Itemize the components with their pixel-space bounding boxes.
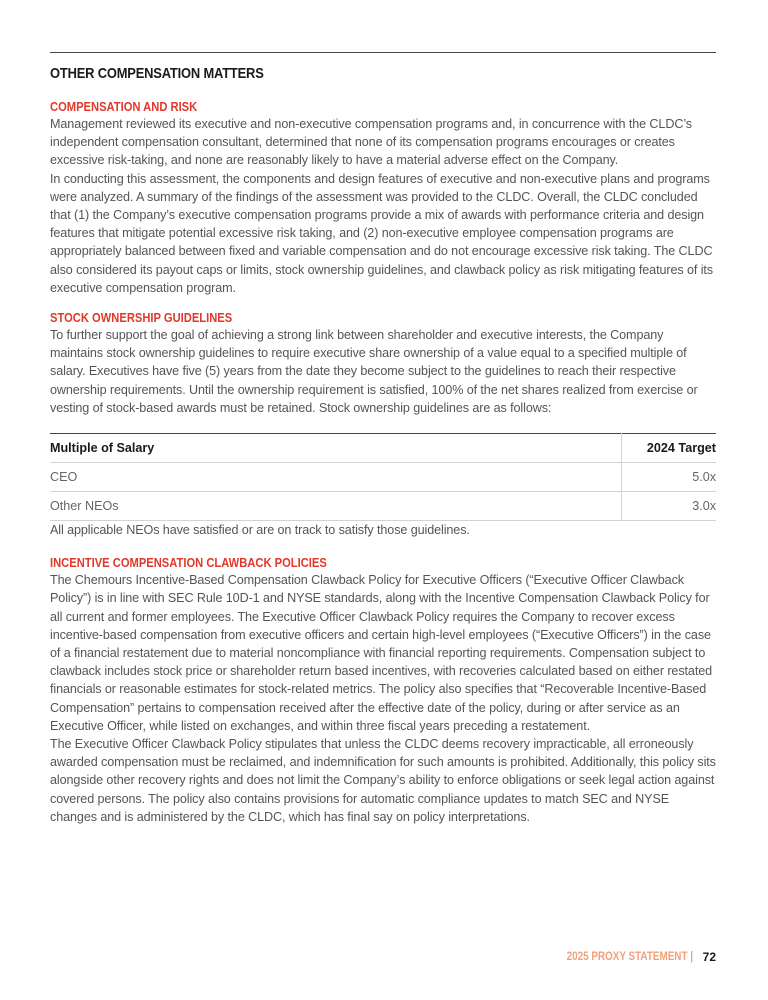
page-content xyxy=(50,52,716,826)
ownership-guidelines-table xyxy=(50,433,716,521)
compensation-risk-paragraph-2: In conducting this assessment, the components and design features of executive and non-executive plans and programs were analyzed. A summary of the findings of the assessment was provided to the CLDC. Overall, the CLDC concluded that (1) the Company’s executive compensation programs provide a mix of awards with performance criteria and design features that mitigate potential excessive risk taking, and (2) non-executive employee compensation programs are appropriately balanced between fixed and variable compensation and do not encourage excessive risk taking. The CLDC also considered its payout caps or limits, stock ownership guidelines, and clawback policy as risk mitigating features of its executive compensation program. xyxy=(50,171,713,295)
page-footer xyxy=(546,950,716,964)
row-role: Other NEOs xyxy=(50,492,622,521)
table-row xyxy=(50,492,716,521)
compensation-risk-paragraph-1: Management reviewed its executive and non-executive compensation programs and, in concurrence with the CLDC’s independent compensation consultant, determined that none of its compensation programs encourages or creates excessive risk-taking, and none are reasonably likely to have a material adverse effect on the Company. xyxy=(50,117,692,168)
row-role: CEO xyxy=(50,463,622,492)
stock-ownership-intro: To further support the goal of achieving a strong link between shareholder and executive interests, the Company maintains stock ownership guidelines to require executive share ownership of a value equal to a specified multiple of salary. Executives have five (5) years from the date they become subject to the guidelines to reach their respective ownership requirements. Until the ownership requirement is satisfied, 100% of the net shares realized from exercise or vesting of stock-based awards must be retained. Stock ownership guidelines are as follows: xyxy=(50,328,698,415)
column-header-multiple: Multiple of Salary xyxy=(50,434,622,463)
compensation-risk-heading: COMPENSATION AND RISK xyxy=(50,99,198,114)
column-header-target: 2024 Target xyxy=(622,434,717,463)
row-target: 3.0x xyxy=(622,492,717,521)
table-header-row xyxy=(50,434,716,463)
section-title: OTHER COMPENSATION MATTERS xyxy=(50,65,264,82)
stock-ownership-heading: STOCK OWNERSHIP GUIDELINES xyxy=(50,310,233,326)
clawback-paragraph-2: The Executive Officer Clawback Policy stipulates that unless the CLDC deems recovery impracticable, all erroneously awarded compensation must be reclaimed, and indemnification for such amounts is prohibited. Additionally, this policy sits alongside other recovery rights and does not limit the Company’s ability to enforce obligations or seek legal action against covered persons. The policy also contains provisions for automatic compliance updates to match SEC and NYSE changes and is administered by the CLDC, which has final say on policy interpretations. xyxy=(50,737,716,824)
clawback-heading: INCENTIVE COMPENSATION CLAWBACK POLICIES xyxy=(50,555,327,571)
footer-document-label: 2025 PROXY STATEMENT | xyxy=(566,951,693,963)
page-number: 72 xyxy=(702,950,716,964)
ownership-note: All applicable NEOs have satisfied or are on track to satisfy those guidelines. xyxy=(50,523,470,538)
row-target: 5.0x xyxy=(622,463,717,492)
table-row xyxy=(50,463,716,492)
top-divider xyxy=(50,52,716,53)
clawback-paragraph-1: The Chemours Incentive-Based Compensation Clawback Policy for Executive Officers (“Executive Officer Clawback Policy”) is in line with SEC Rule 10D-1 and NYSE standards, along with the Incentive Compensation Clawback Policy for all current and former employees. The Executive Officer Clawback Policy requires the Company to recover excess incentive-based compensation from executive officers and certain high-level employees (“Executive Officers”) in the case of a financial restatement due to material noncompliance with financial reporting requirements. Compensation subject to clawback includes stock price or shareholder return based incentives, with recoveries calculated based on either restated financials or reasonable estimates for stock-related metrics. The policy also specifies that “Recoverable Incentive-Based Compensation” pertains to compensation received after the effective date of the policy, during or after service as an Executive Officer, while listed on exchanges, and within three fiscal years preceding a restatement. xyxy=(50,573,713,733)
